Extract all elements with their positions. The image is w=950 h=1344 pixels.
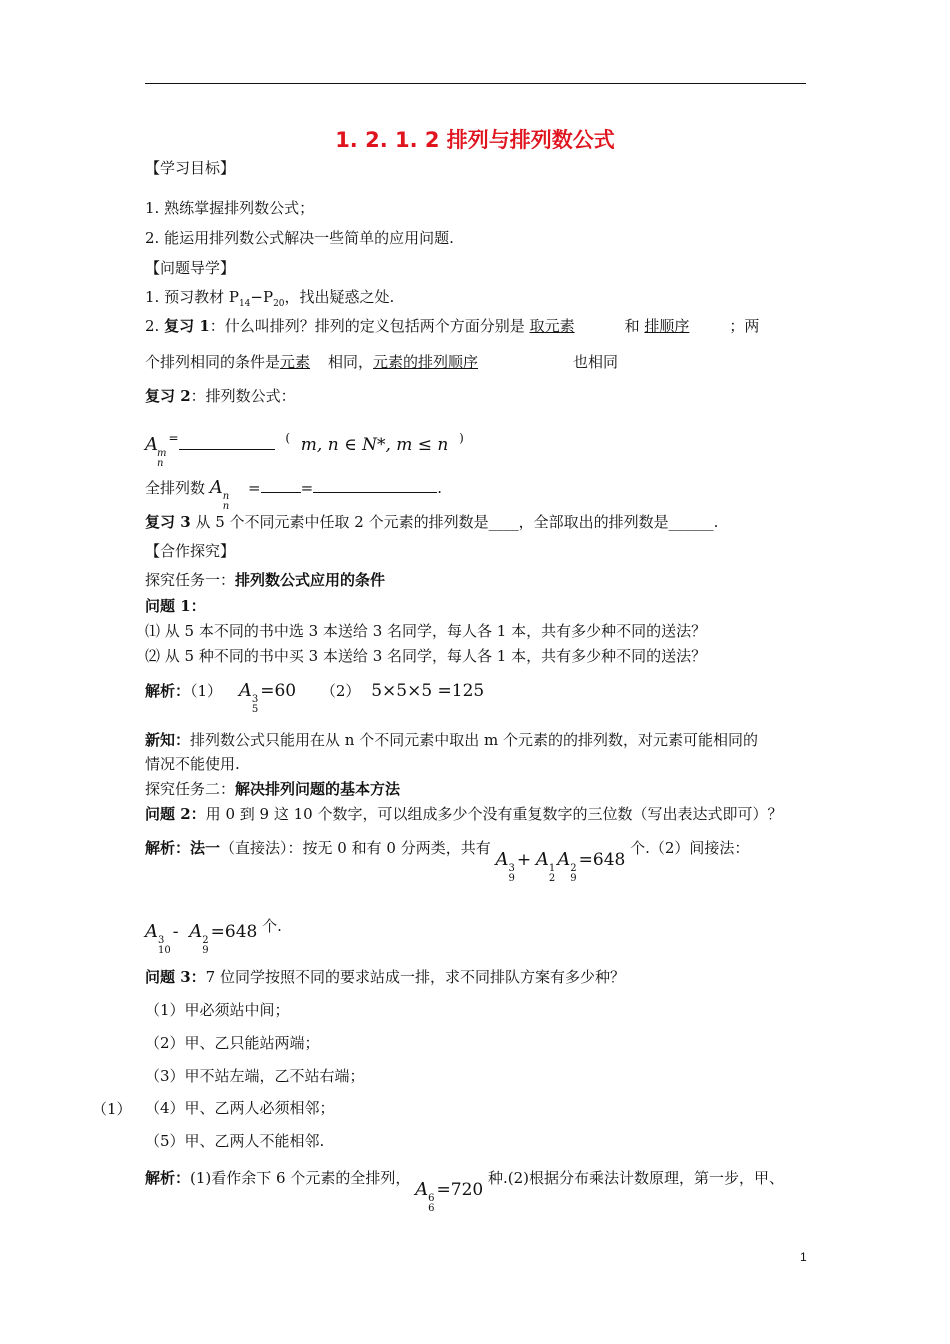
question-1a: ⑴ 从 5 本不同的书中选 3 本送给 3 名同学，每人各 1 本，共有多少种不同的送法？	[145, 622, 707, 640]
new-knowledge-2: 情况不能使用.	[145, 755, 240, 773]
solution-2-indirect: A 3 10 - A 2 9 =648 个.	[145, 917, 282, 956]
question-3-1: （1）甲必须站中间；	[145, 1001, 290, 1019]
question-1-label: 问题 1：	[145, 597, 206, 615]
question-3-3: （3）甲不站左端，乙不站右端；	[145, 1067, 365, 1085]
goal-2: 2. 能运用排列数公式解决一些简单的应用问题.	[145, 229, 454, 247]
review-1-line1: 2. 复习 1：什么叫排列？排列的定义包括两个方面分别是 取元素 和 排顺序 ；两	[145, 317, 760, 335]
task-1: 探究任务一：排列数公式应用的条件	[145, 571, 386, 589]
section-cooperate: 【合作探究】	[145, 542, 236, 560]
solution-1: 解析：（1） A 3 5 =60 （2） 5×5×5 =125	[145, 680, 485, 715]
question-3: 问题 3：7 位同学按照不同的要求站成一排，求不同排队方案有多少种？	[145, 968, 625, 986]
new-knowledge-1: 新知：排列数公式只能用在从 n 个不同元素中取出 m 个元素的的排列数，对元素可能相同的	[145, 731, 758, 749]
question-1b: ⑵ 从 5 种不同的书中买 3 本送给 3 名同学，每人各 1 本，共有多少种不同的送法？	[145, 647, 707, 665]
question-3-5: （5）甲、乙两人不能相邻.	[145, 1132, 325, 1150]
question-3-4: （4）甲、乙两人必须相邻；	[145, 1099, 335, 1117]
task-2: 探究任务二：解决排列问题的基本方法	[145, 780, 401, 798]
review-2: 复习 2：排列数公式：	[145, 387, 296, 405]
margin-note: （1）	[92, 1100, 132, 1118]
question-3-2: （2）甲、乙只能站两端；	[145, 1034, 320, 1052]
header-rule	[145, 83, 806, 84]
review-3: 复习 3 从 5 个不同元素中任取 2 个元素的排列数是____，全部取出的排列数是______.	[145, 513, 719, 531]
section-guide: 【问题导学】	[145, 259, 236, 277]
solution-3: 解析：(1)看作余下 6 个元素的全排列， A 6 6 =720 种.(2)根据分布乘法计数原理，第一步，甲、	[145, 1169, 785, 1214]
page-number: 1	[800, 1250, 807, 1264]
review-1-line2: 个排列相同的条件是元素 相同，元素的排列顺序 也相同	[145, 353, 619, 371]
full-permutation-line: 全排列数 A n n = = .	[145, 477, 442, 512]
goal-1: 1. 熟练掌握排列数公式；	[145, 199, 315, 217]
question-2: 问题 2：用 0 到 9 这 10 个数字，可以组成多少个没有重复数字的三位数（写出表达式即可）？	[145, 805, 783, 823]
formula-blank: A m n = ( m, n ∈ N*, m ≤ n )	[145, 431, 464, 469]
page-title: 1. 2. 1. 2 排列与排列数公式	[335, 128, 615, 152]
solution-2: 解析：法一（直接法）：按无 0 和有 0 分两类，共有 A 3 9 + A 1 2 A 2 9 =648 个.（2）间接法：	[145, 839, 750, 884]
preview-line: 1. 预习教材 $P_{14}-P_{20}$，找出疑惑之处.	[145, 288, 395, 309]
section-goals: 【学习目标】	[145, 159, 236, 177]
